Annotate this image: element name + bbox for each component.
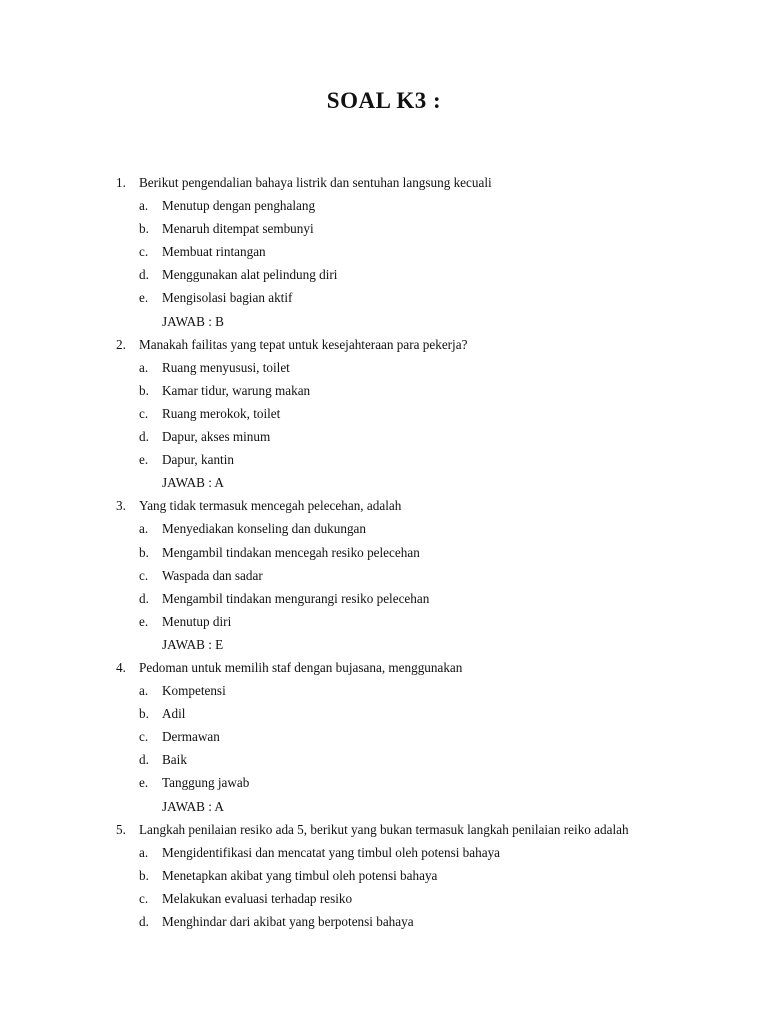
- option-text: Dapur, akses minum: [162, 429, 271, 445]
- option-text: Membuat rintangan: [162, 244, 266, 260]
- option-3a: [0, 517, 768, 540]
- option-letter: a.: [139, 198, 149, 214]
- answer-1: [0, 310, 768, 333]
- option-letter: b.: [139, 544, 149, 560]
- question-5: [0, 818, 768, 841]
- page-title: SOAL K3 :: [326, 88, 442, 113]
- option-text: Ruang merokok, toilet: [162, 405, 281, 421]
- answer-text: JAWAB : A: [162, 798, 224, 814]
- option-4b: [0, 702, 768, 725]
- option-letter: d.: [139, 429, 149, 445]
- option-letter: d.: [139, 914, 149, 929]
- option-4d: [0, 748, 768, 771]
- answer-text: JAWAB : E: [162, 636, 224, 652]
- option-5b: [0, 864, 768, 887]
- option-letter: c.: [139, 729, 149, 745]
- option-2c: [0, 402, 768, 425]
- question-number: 1.: [116, 175, 126, 190]
- answer-4: [0, 795, 768, 818]
- question-number: 4.: [116, 659, 126, 675]
- answer-text: JAWAB : A: [162, 475, 224, 491]
- option-letter: b.: [139, 867, 149, 883]
- question-2: [0, 333, 768, 356]
- option-text: Kompetensi: [162, 683, 226, 699]
- option-2e: [0, 448, 768, 471]
- option-4a: [0, 679, 768, 702]
- option-letter: b.: [139, 706, 149, 722]
- option-letter: b.: [139, 382, 149, 398]
- option-3e: [0, 610, 768, 633]
- option-text: Adil: [162, 706, 186, 722]
- question-text: Langkah penilaian resiko ada 5, berikut yang bukan termasuk langkah penilaian reiko adalah: [139, 821, 629, 837]
- answer-2: [0, 471, 768, 494]
- option-letter: a.: [139, 359, 149, 375]
- option-5d: [0, 910, 768, 933]
- question-list: [0, 171, 768, 933]
- answer-3: [0, 633, 768, 656]
- option-2d: [0, 425, 768, 448]
- option-letter: d.: [139, 590, 149, 606]
- question-text: Yang tidak termasuk mencegah pelecehan, adalah: [139, 498, 402, 514]
- option-text: Mengisolasi bagian aktif: [162, 290, 293, 306]
- question-4: [0, 656, 768, 679]
- option-text: Mengambil tindakan mencegah resiko pelecehan: [162, 544, 420, 560]
- option-5a: [0, 841, 768, 864]
- option-letter: a.: [139, 844, 149, 860]
- option-letter: a.: [139, 683, 149, 699]
- option-1d: [0, 263, 768, 286]
- option-letter: b.: [139, 221, 149, 237]
- option-1b: [0, 217, 768, 240]
- question-number: 3.: [116, 498, 126, 514]
- option-letter: c.: [139, 244, 149, 260]
- question-3: [0, 494, 768, 517]
- option-text: Dermawan: [162, 729, 220, 745]
- option-1a: [0, 194, 768, 217]
- option-3c: [0, 564, 768, 587]
- option-letter: c.: [139, 567, 149, 583]
- option-text: Mengambil tindakan mengurangi resiko pelecehan: [162, 590, 430, 606]
- question-text: Manakah failitas yang tepat untuk kesejahteraan para pekerja?: [139, 336, 468, 352]
- option-letter: d.: [139, 752, 149, 768]
- option-1e: [0, 286, 768, 309]
- option-text: Menaruh ditempat sembunyi: [162, 221, 314, 237]
- option-letter: e.: [139, 775, 149, 791]
- option-2a: [0, 356, 768, 379]
- option-text: Waspada dan sadar: [162, 567, 263, 583]
- option-letter: e.: [139, 452, 149, 468]
- option-text: Menggunakan alat pelindung diri: [162, 267, 338, 283]
- option-text: Menutup diri: [162, 613, 232, 629]
- question-1: [0, 171, 768, 194]
- option-4e: [0, 771, 768, 794]
- answer-text: JAWAB : B: [162, 313, 224, 329]
- option-text: Dapur, kantin: [162, 452, 234, 468]
- question-text: Pedoman untuk memilih staf dengan bujasana, menggunakan: [139, 659, 463, 675]
- option-3d: [0, 587, 768, 610]
- option-2b: [0, 379, 768, 402]
- question-number: 2.: [116, 336, 126, 352]
- option-letter: c.: [139, 405, 149, 421]
- option-letter: d.: [139, 267, 149, 283]
- option-text: Tanggung jawab: [162, 775, 250, 791]
- question-number: 5.: [116, 821, 126, 837]
- option-text: Menghindar dari akibat yang berpotensi bahaya: [162, 914, 414, 929]
- option-5c: [0, 887, 768, 910]
- option-1c: [0, 240, 768, 263]
- question-text: Berikut pengendalian bahaya listrik dan sentuhan langsung kecuali: [139, 175, 492, 190]
- option-letter: e.: [139, 613, 149, 629]
- option-4c: [0, 725, 768, 748]
- option-text: Melakukan evaluasi terhadap resiko: [162, 890, 353, 906]
- option-text: Mengidentifikasi dan mencatat yang timbul oleh potensi bahaya: [162, 844, 501, 860]
- option-text: Menutup dengan penghalang: [162, 198, 316, 214]
- option-text: Baik: [162, 752, 187, 768]
- option-letter: a.: [139, 521, 149, 537]
- option-text: Ruang menyususi, toilet: [162, 359, 290, 375]
- option-text: Menetapkan akibat yang timbul oleh potensi bahaya: [162, 867, 438, 883]
- option-letter: e.: [139, 290, 149, 306]
- option-letter: c.: [139, 890, 149, 906]
- option-3b: [0, 541, 768, 564]
- option-text: Kamar tidur, warung makan: [162, 382, 311, 398]
- option-text: Menyediakan konseling dan dukungan: [162, 521, 366, 537]
